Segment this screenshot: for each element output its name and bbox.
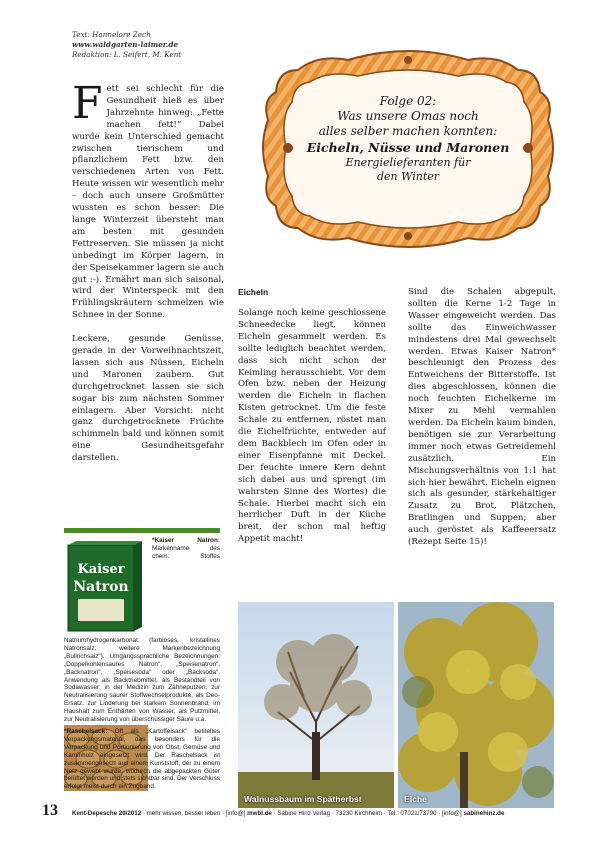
footer-link-mwbl[interactable]: mwbl.de — [247, 810, 272, 817]
section-heading-eicheln: Eicheln — [238, 287, 269, 297]
eicheln-paragraph-1: Solange noch keine geschlossene Schneedecke liegt, können Eicheln gesammelt werden. Es sollte lediglich beachtet werden, dass sich nicht schon der Keimling herausschiebt. Vor dem Ofen bzw. neben der Heizung werden die Eicheln in flachen Kisten getrocknet. Um die feste Schale zu entfernen, röstet man die Eichelfrüchte, entweder auf dem Backblech im Ofen oder in einer Eisenpfanne mit Deckel. Der feuchte innere Kern dehnt sich dabei aus und sprengt (im wahrsten Sinne des Wortes) die Schale. Hierbei macht sich ein herrlicher Duft in der Küche breit, der schon mal heftig Appetit macht! — [238, 308, 386, 545]
dropcap: F — [72, 78, 103, 129]
eicheln-column-1 — [238, 308, 386, 546]
series-title — [298, 94, 518, 184]
title-line-episode: Folge 02: — [379, 94, 437, 108]
eicheln-column-2 — [408, 287, 556, 549]
box-word-natron: Natron — [73, 579, 129, 595]
oak-photo-caption: Eiche — [404, 794, 427, 804]
intro-paragraph-2: Leckere, gesunde Genüsse, gerade in der Vorweihnachtszeit, lassen sich aus Nüssen, Eicheln und Maronen zaubern. Gut durchgetrocknet lassen sie sich sogar bis zum nächsten Sommer einlagern. Aber Vorsicht: nicht ganz durchgetrocknete Früchte schimmeln bald und können somit eine Gesundheitsgefahr darstellen. — [72, 334, 224, 464]
box-word-kaiser: Kaiser — [77, 562, 125, 577]
oak-tree-photo — [398, 602, 554, 808]
eicheln-paragraph-2: Sind die Schalen abgepult, sollten die Kerne 1-2 Tage in Wasser eingeweicht werden. Das sollte das Einweichwasser mindestens drei Mal gewechselt werden. Etwas Kaiser Natron* beschleunigt den Prozess des Entweichens der Bitterstoffe. Ist dies abgeschlossen, können die noch feuchten Eichelkerne im Mixer zu Mehl vermahlen werden. Da Eicheln kaum binden, benötigen sie zur Verarbeitung immer noch etwas Getreidemehl zusätzlich. Ein Mischungsverhältnis von 1:1 hat sich hier bewährt. Eicheln eignen sich als gesunder, stärkehaltiger Zusatz zu Brot, Plätzchen, Bratlingen und Suppen; aber auch geröstet als Kaffeeersatz (Rezept Seite 15)! — [408, 287, 556, 548]
kaiser-natron-box-image — [64, 539, 146, 635]
footer-line: Kent-Depesche 29/2012 · mehr wissen, besser leben · [info@] mwbl.de · Sabine Hinz Verlag · 73230 Kirchheim · Tel.: 07021/73790 · [info@] sabinehinz.de — [72, 810, 505, 817]
title-line-5: Energielieferanten für — [345, 156, 471, 169]
walnut-tree-photo — [238, 602, 394, 808]
glossary-box — [64, 528, 220, 815]
intro-paragraph-1: Fett sei schlecht für die Gesundheit hieß es über Jahrzehnte hinweg: „Fette machen fett!“ Dabei wurde kein Unterschied gemacht zwischen tierischem und pflanzlichem Fett bzw. den verschiedenen Arten von Fett. Heute wissen wir wesentlich mehr – doch auch unsere Großmütter wussten es schon besser: Die lange Winterzeit übersteht man am besten mit gesunden Fettreserven. Sie müssen ja nicht unbedingt im Körper lagern, in der Speisekammer lagern sie auch gut :-). Ernährt man sich saisonal, wird der Winterspeck mit den Frühlingskräutern schmelzen wie Schnee in der Sonne. — [72, 78, 224, 321]
footer-link-sabinehinz[interactable]: sabinehinz.de — [463, 810, 505, 817]
walnut-photo-caption: Walnussbaum im Spätherbst — [244, 794, 362, 804]
website-link[interactable]: www.waldgarten-laimer.de — [72, 40, 179, 49]
title-line-2: Was unsere Omas noch — [337, 109, 479, 123]
raschelsack-definition: *Raschelsack: Oft als „Kartoffelsack“ betiteltes Verpackungsmaterial, das besonders für die Verpackung und Portionierung von Obst, Gemüse und Kaminholz eingesetzt wird. Der Raschelsack ist zusammengesetzt aus einem Kunststoff, der zu einem Netz gewebt wurde, wodurch die abgepackten Güter belüftet werden und stets sichtbar sind. Der Verschluss erfolgt meist durch ein Zugband. — [64, 727, 220, 791]
page-number: 13 — [42, 802, 58, 819]
title-line-main: Eicheln, Nüsse und Maronen — [306, 140, 510, 155]
title-frame — [258, 30, 558, 266]
editor-line: Redaktion: L. Seifert, M. Kent — [72, 50, 182, 59]
publication-issue: Kent-Depesche 29/2012 — [72, 810, 142, 817]
intro-column — [72, 78, 224, 465]
author-line: Text: Hannelore Zech — [72, 30, 151, 39]
natron-definition: *Kaiser Natron: Markenname des chem. Stoffes Natriumhydrogenkarbonat (farbloses, kristallines Natronsalz; weitere Markenbezeichnung „Bullrichsalz“). Umgangssprachliche Bezeichnungen: „Doppelkohlensaures Natron“, „Speisenatron“, „Backnatron“, „Speisesoda“ oder „Backsoda“. Anwendung als Backtriebmittel, als Bestandteil von Sodawasser; in der Medizin zum Zähneputzen, zur Neutralisierung saurer Stoffwechselprodukte, als Deo-Ersatz, zur Linderung bei starkem Sonnenbrand; im Haushalt zum Enthärten von Wasser, als Putzmittel, zur Neutralisierung von überschüssiger Säure u.a. — [64, 537, 220, 724]
title-line-6: den Winter — [376, 170, 440, 183]
title-line-3: alles selber machen konnten: — [318, 124, 498, 138]
credits — [72, 30, 181, 60]
